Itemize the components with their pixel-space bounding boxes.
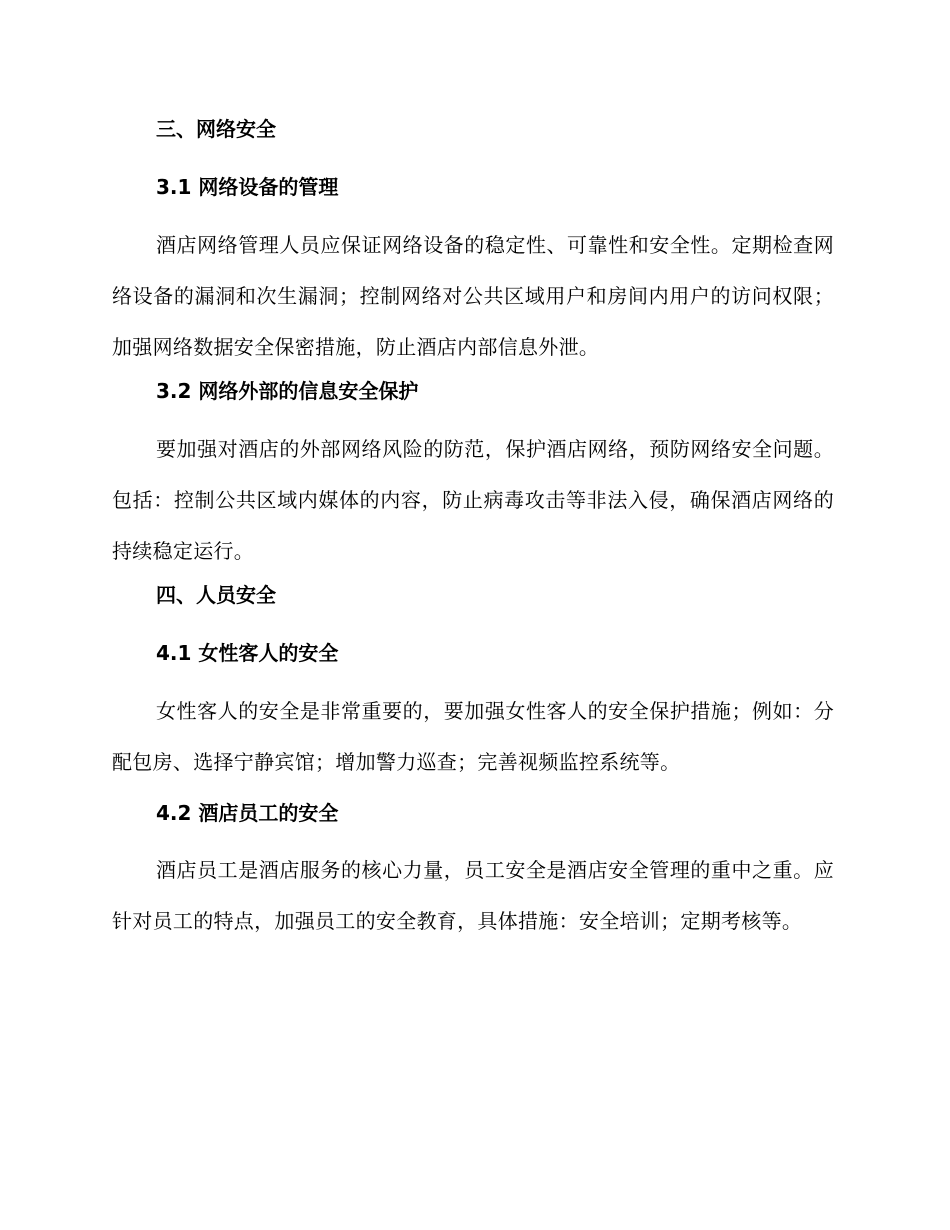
paragraph-3-2: 要加强对酒店的外部网络风险的防范，保护酒店网络，预防网络安全问题。包括：控制公共区域内媒体的内容，防止病毒攻击等非法入侵，确保酒店网络的持续稳定运行。: [112, 437, 834, 563]
subsection-heading-4-2: 4.2 酒店员工的安全: [156, 801, 339, 825]
section-heading-network-security: 三、网络安全: [156, 117, 276, 141]
paragraph-4-1: 女性客人的安全是非常重要的，要加强女性客人的安全保护措施；例如：分配包房、选择宁静宾馆；增加警力巡查；完善视频监控系统等。: [112, 699, 834, 774]
paragraph-3-1: 酒店网络管理人员应保证网络设备的稳定性、可靠性和安全性。定期检查网络设备的漏洞和次生漏洞；控制网络对公共区域用户和房间内用户的访问权限；加强网络数据安全保密措施，防止酒店内部信息外泄。: [112, 233, 834, 359]
subsection-heading-3-1: 3.1 网络设备的管理: [156, 175, 339, 199]
subsection-heading-3-2: 3.2 网络外部的信息安全保护: [156, 379, 419, 403]
section-heading-personnel-security: 四、人员安全: [156, 583, 276, 607]
paragraph-4-2: 酒店员工是酒店服务的核心力量，员工安全是酒店安全管理的重中之重。应针对员工的特点，加强员工的安全教育，具体措施：安全培训；定期考核等。: [112, 858, 834, 933]
subsection-heading-4-1: 4.1 女性客人的安全: [156, 641, 339, 665]
